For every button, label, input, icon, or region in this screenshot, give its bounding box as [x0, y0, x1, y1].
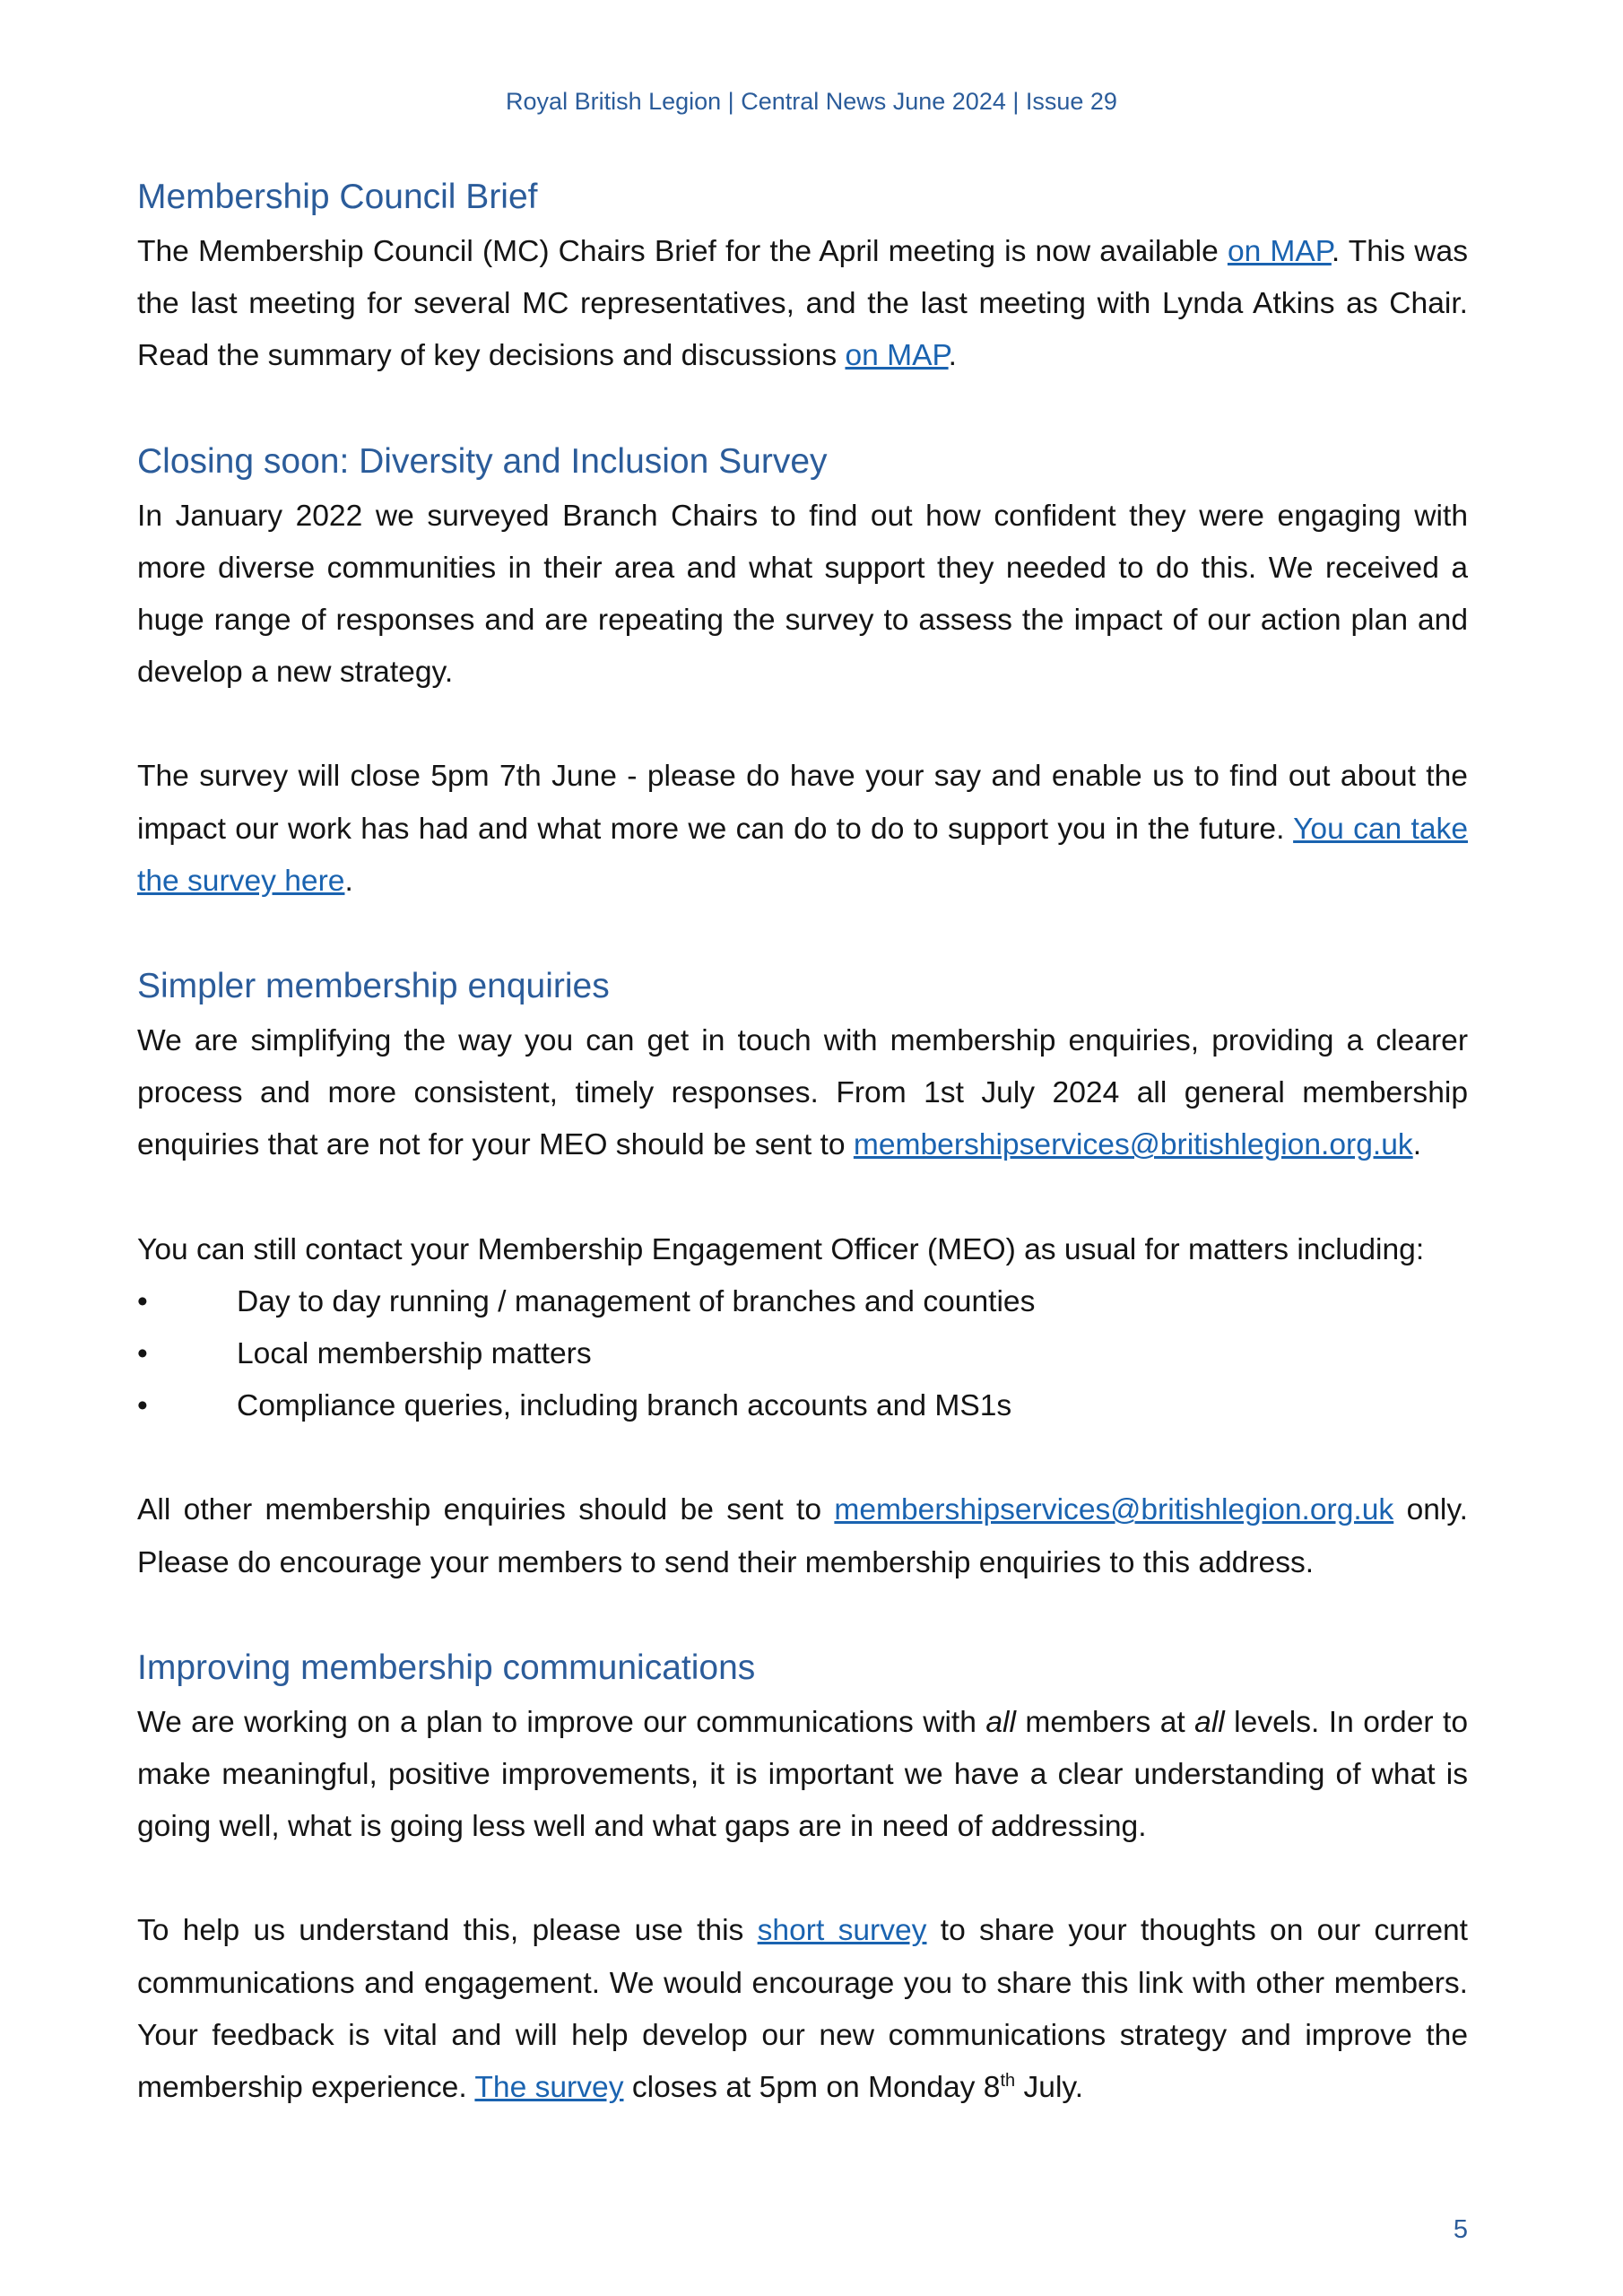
- list-item: [137, 1380, 1468, 1432]
- short-survey-link[interactable]: short survey: [757, 1914, 927, 1948]
- on-map-link[interactable]: on MAP: [1227, 235, 1332, 268]
- page-content: [137, 169, 1468, 2114]
- text: members at: [1015, 1705, 1195, 1739]
- section-membership-council-brief: [137, 169, 1468, 383]
- paragraph: You can still contact your Membership Engagement Officer (MEO) as usual for matters including:: [137, 1232, 1425, 1266]
- spacer: [137, 908, 1468, 958]
- bullet-icon: •: [137, 1284, 148, 1318]
- paragraph: [137, 1015, 1468, 1172]
- text: July.: [1015, 2071, 1084, 2105]
- section-heading: Closing soon: Diversity and Inclusion Survey: [137, 441, 828, 481]
- list-item-text: Local membership matters: [237, 1337, 592, 1371]
- list-item-text: Compliance queries, including branch accounts and MS1s: [237, 1389, 1012, 1423]
- bullet-icon: •: [137, 1337, 148, 1371]
- paragraph: [137, 1697, 1468, 1854]
- spacer: [137, 1853, 1468, 1905]
- emphasis: all: [985, 1705, 1016, 1739]
- section-improving-communications: [137, 1639, 1468, 2114]
- bullet-list: [137, 1276, 1468, 1433]
- bullet-icon: •: [137, 1389, 148, 1423]
- text: only. Please do encourage your members to send their membership enquiries to this address.: [137, 1493, 1468, 1579]
- paragraph: [137, 751, 1468, 908]
- paragraph: [137, 1484, 1468, 1588]
- spacer: [137, 1589, 1468, 1639]
- text: To help us understand this, please use this: [137, 1914, 758, 1948]
- membership-services-email-link[interactable]: membershipservices@britishlegion.org.uk: [853, 1128, 1413, 1162]
- text: to share your thoughts on our current communications and engagement. We would encourage you to share this link with other members. Your feedback is vital and will help develop our new communications strategy and improve the membership experience.: [137, 1914, 1469, 2105]
- on-map-summary-link[interactable]: on MAP: [845, 339, 949, 373]
- section-heading: Improving membership communications: [137, 1648, 756, 1687]
- list-item-text: Day to day running / management of branches and counties: [237, 1284, 1036, 1318]
- section-diversity-survey: [137, 433, 1468, 908]
- text: .: [948, 339, 957, 373]
- emphasis: all: [1194, 1705, 1225, 1739]
- text: levels. In order to make meaningful, positive improvements, it is important we have a clear understanding of what is going well, what is going less well and what gaps are in need of addressing.: [137, 1705, 1468, 1844]
- paragraph: In January 2022 we surveyed Branch Chairs to find out how confident they were engaging with more diverse communities in their area and what support they needed to do this. We received a huge range of responses and are repeating the survey to assess the impact of our action plan and develop a new strategy.: [137, 499, 1468, 690]
- spacer: [137, 1172, 1468, 1224]
- text: We are simplifying the way you can get in touch with membership enquiries, providing a clearer process and more consistent, timely responses. From 1st July 2024 all general membership enquiries that are not for your MEO should be sent to: [137, 1024, 1468, 1162]
- the-survey-link[interactable]: The survey: [474, 2071, 624, 2105]
- spacer: [137, 1432, 1468, 1484]
- paragraph: [137, 1905, 1468, 2114]
- ordinal-superscript: th: [1000, 2070, 1016, 2091]
- membership-services-email-link[interactable]: membershipservices@britishlegion.org.uk: [834, 1493, 1394, 1527]
- text: .: [344, 864, 353, 898]
- spacer: [137, 699, 1468, 751]
- section-simpler-enquiries: [137, 958, 1468, 1589]
- text: All other membership enquiries should be sent to: [137, 1493, 835, 1527]
- page-number: 5: [1453, 2215, 1468, 2244]
- list-item: [137, 1328, 1468, 1380]
- text: The Membership Council (MC) Chairs Brief for the April meeting is now available: [137, 235, 1228, 268]
- spacer: [137, 383, 1468, 433]
- text: We are working on a plan to improve our communications with: [137, 1705, 986, 1739]
- text: The survey will close 5pm 7th June - please do have your say and enable us to find out about the impact our work has had and what more we can do to do to support you in the future.: [137, 760, 1468, 846]
- section-heading: Simpler membership enquiries: [137, 967, 610, 1006]
- text: .: [1412, 1128, 1422, 1162]
- paragraph: [137, 226, 1468, 383]
- text: . This was the last meeting for several MC representatives, and the last meeting with Lynda Atkins as Chair. Read the summary of key decisions and discussions: [137, 235, 1468, 373]
- text: closes at 5pm on Monday 8: [623, 2071, 1001, 2105]
- list-item: [137, 1276, 1468, 1328]
- section-heading: Membership Council Brief: [137, 178, 538, 216]
- running-header: Royal British Legion | Central News June 2024 | Issue 29: [506, 88, 1117, 115]
- take-survey-link[interactable]: You can take the survey here: [137, 812, 1468, 898]
